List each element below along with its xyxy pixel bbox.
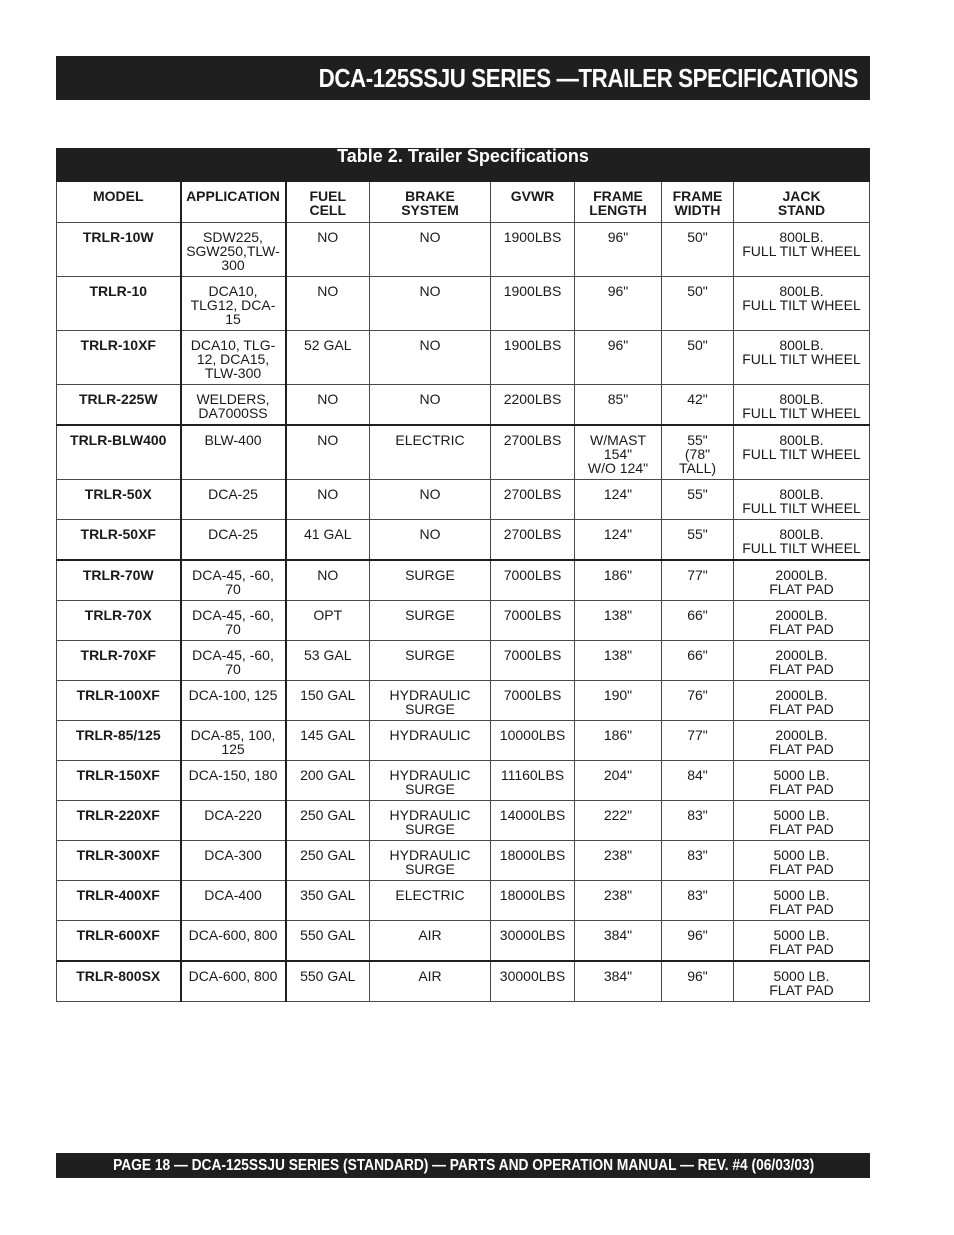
cell-fuel-cell: NO [286,480,370,520]
cell-frame-length: 186" [575,560,662,601]
cell-application: DCA-600, 800 [181,961,286,1002]
cell-frame-length: 96" [575,223,662,277]
cell-frame-length: 138" [575,601,662,641]
cell-frame-width: 66" [662,641,734,681]
cell-jack-stand: 5000 LB. FLAT PAD [734,921,870,962]
cell-frame-width: 66" [662,601,734,641]
cell-model: TRLR-400XF [57,881,181,921]
cell-gvwr: 18000LBS [491,841,575,881]
cell-model: TRLR-100XF [57,681,181,721]
cell-application: DCA-220 [181,801,286,841]
cell-model: TRLR-10XF [57,331,181,385]
cell-frame-length: 96" [575,331,662,385]
table-row [57,560,870,601]
cell-frame-length: 384" [575,961,662,1002]
cell-frame-length: 85" [575,385,662,426]
cell-frame-width: 55" (78" TALL) [662,425,734,480]
cell-brake-system: HYDRAULIC SURGE [370,841,491,881]
table-row [57,961,870,1002]
cell-application: DCA-400 [181,881,286,921]
cell-frame-length: 124" [575,480,662,520]
cell-jack-stand: 800LB. FULL TILT WHEEL [734,385,870,426]
cell-fuel-cell: 250 GAL [286,841,370,881]
cell-frame-width: 84" [662,761,734,801]
cell-gvwr: 30000LBS [491,961,575,1002]
table-header-row [57,182,870,223]
cell-gvwr: 11160LBS [491,761,575,801]
cell-application: DCA10, TLG- 12, DCA15, TLW-300 [181,331,286,385]
footer-text: PAGE 18 — DCA-125SSJU SERIES (STANDARD) — PARTS AND OPERATION MANUAL — REV. #4 (06/03/03) [113,1157,815,1174]
cell-model: TRLR-10W [57,223,181,277]
cell-frame-length: 222" [575,801,662,841]
table-row [57,641,870,681]
cell-model: TRLR-70XF [57,641,181,681]
cell-jack-stand: 5000 LB. FLAT PAD [734,801,870,841]
cell-fuel-cell: 150 GAL [286,681,370,721]
cell-fuel-cell: 53 GAL [286,641,370,681]
cell-frame-width: 96" [662,921,734,962]
cell-gvwr: 14000LBS [491,801,575,841]
table-row [57,801,870,841]
cell-frame-width: 77" [662,560,734,601]
cell-frame-width: 50" [662,277,734,331]
table-row [57,277,870,331]
cell-jack-stand: 800LB. FULL TILT WHEEL [734,331,870,385]
cell-brake-system: HYDRAULIC [370,721,491,761]
column-header-model: MODEL [57,182,181,223]
cell-gvwr: 7000LBS [491,601,575,641]
cell-frame-length: 138" [575,641,662,681]
cell-brake-system: NO [370,480,491,520]
cell-frame-length: 384" [575,921,662,962]
trailer-spec-table [56,148,870,1002]
cell-brake-system: ELECTRIC [370,881,491,921]
cell-frame-width: 50" [662,223,734,277]
cell-jack-stand: 2000LB. FLAT PAD [734,721,870,761]
column-header-frame-length: FRAME LENGTH [575,182,662,223]
cell-model: TRLR-85/125 [57,721,181,761]
cell-frame-width: 76" [662,681,734,721]
cell-frame-length: 186" [575,721,662,761]
cell-gvwr: 1900LBS [491,223,575,277]
column-header-application: APPLICATION [181,182,286,223]
cell-model: TRLR-10 [57,277,181,331]
cell-brake-system: AIR [370,921,491,962]
cell-fuel-cell: NO [286,425,370,480]
table-row [57,881,870,921]
table-row [57,331,870,385]
cell-frame-width: 83" [662,801,734,841]
cell-application: DCA-85, 100, 125 [181,721,286,761]
table-row [57,223,870,277]
cell-frame-width: 55" [662,520,734,561]
cell-frame-length: 96" [575,277,662,331]
cell-gvwr: 7000LBS [491,641,575,681]
column-header-brake-system: BRAKE SYSTEM [370,182,491,223]
cell-model: TRLR-70X [57,601,181,641]
cell-application: DCA-600, 800 [181,921,286,962]
table-row [57,385,870,426]
cell-jack-stand: 2000LB. FLAT PAD [734,641,870,681]
cell-application: SDW225, SGW250,TLW- 300 [181,223,286,277]
cell-jack-stand: 2000LB. FLAT PAD [734,560,870,601]
cell-jack-stand: 5000 LB. FLAT PAD [734,841,870,881]
table-row [57,681,870,721]
cell-frame-width: 50" [662,331,734,385]
cell-gvwr: 2200LBS [491,385,575,426]
cell-fuel-cell: NO [286,223,370,277]
table-row [57,921,870,962]
column-header-jack-stand: JACK STAND [734,182,870,223]
cell-application: DCA-45, -60, 70 [181,641,286,681]
table-row [57,721,870,761]
cell-application: DCA10, TLG12, DCA- 15 [181,277,286,331]
cell-brake-system: HYDRAULIC SURGE [370,681,491,721]
cell-jack-stand: 800LB. FULL TILT WHEEL [734,223,870,277]
table-row [57,480,870,520]
cell-model: TRLR-220XF [57,801,181,841]
cell-fuel-cell: 550 GAL [286,961,370,1002]
cell-fuel-cell: OPT [286,601,370,641]
cell-brake-system: NO [370,385,491,426]
cell-model: TRLR-300XF [57,841,181,881]
table-row [57,761,870,801]
cell-frame-length: W/MAST 154" W/O 124" [575,425,662,480]
cell-fuel-cell: NO [286,385,370,426]
cell-gvwr: 30000LBS [491,921,575,962]
cell-fuel-cell: 200 GAL [286,761,370,801]
cell-fuel-cell: NO [286,560,370,601]
page-header [56,56,870,100]
cell-frame-length: 238" [575,841,662,881]
cell-frame-width: 77" [662,721,734,761]
cell-jack-stand: 2000LB. FLAT PAD [734,601,870,641]
cell-gvwr: 2700LBS [491,425,575,480]
cell-fuel-cell: 41 GAL [286,520,370,561]
cell-fuel-cell: 145 GAL [286,721,370,761]
cell-brake-system: NO [370,277,491,331]
cell-model: TRLR-600XF [57,921,181,962]
table-row [57,601,870,641]
cell-gvwr: 1900LBS [491,277,575,331]
cell-application: DCA-300 [181,841,286,881]
cell-model: TRLR-70W [57,560,181,601]
cell-jack-stand: 800LB. FULL TILT WHEEL [734,277,870,331]
page-footer [56,1153,870,1178]
cell-jack-stand: 5000 LB. FLAT PAD [734,961,870,1002]
cell-brake-system: NO [370,331,491,385]
cell-frame-length: 190" [575,681,662,721]
cell-model: TRLR-800SX [57,961,181,1002]
column-header-gvwr: GVWR [491,182,575,223]
cell-brake-system: SURGE [370,641,491,681]
cell-frame-width: 55" [662,480,734,520]
page-title: DCA-125SSJU SERIES —TRAILER SPECIFICATIONS [318,63,858,93]
cell-jack-stand: 800LB. FULL TILT WHEEL [734,480,870,520]
cell-gvwr: 10000LBS [491,721,575,761]
cell-application: DCA-25 [181,520,286,561]
cell-brake-system: AIR [370,961,491,1002]
cell-brake-system: NO [370,223,491,277]
cell-application: DCA-25 [181,480,286,520]
cell-jack-stand: 5000 LB. FLAT PAD [734,881,870,921]
cell-fuel-cell: 350 GAL [286,881,370,921]
cell-fuel-cell: 550 GAL [286,921,370,962]
cell-jack-stand: 800LB. FULL TILT WHEEL [734,520,870,561]
table-body [57,223,870,1002]
cell-model: TRLR-50XF [57,520,181,561]
cell-frame-width: 96" [662,961,734,1002]
cell-fuel-cell: 250 GAL [286,801,370,841]
cell-application: WELDERS, DA7000SS [181,385,286,426]
cell-frame-width: 83" [662,841,734,881]
cell-gvwr: 1900LBS [491,331,575,385]
cell-model: TRLR-50X [57,480,181,520]
table-row [57,425,870,480]
cell-brake-system: HYDRAULIC SURGE [370,801,491,841]
cell-application: DCA-45, -60, 70 [181,560,286,601]
cell-jack-stand: 2000LB. FLAT PAD [734,681,870,721]
table-row [57,841,870,881]
cell-gvwr: 2700LBS [491,520,575,561]
cell-jack-stand: 5000 LB. FLAT PAD [734,761,870,801]
cell-gvwr: 2700LBS [491,480,575,520]
cell-application: DCA-45, -60, 70 [181,601,286,641]
cell-application: BLW-400 [181,425,286,480]
cell-application: DCA-100, 125 [181,681,286,721]
cell-application: DCA-150, 180 [181,761,286,801]
cell-frame-length: 204" [575,761,662,801]
table-caption: Table 2. Trailer Specifications [57,149,870,182]
cell-brake-system: ELECTRIC [370,425,491,480]
cell-frame-length: 124" [575,520,662,561]
cell-brake-system: HYDRAULIC SURGE [370,761,491,801]
cell-model: TRLR-150XF [57,761,181,801]
cell-frame-width: 42" [662,385,734,426]
cell-brake-system: SURGE [370,601,491,641]
cell-fuel-cell: 52 GAL [286,331,370,385]
cell-gvwr: 7000LBS [491,560,575,601]
cell-gvwr: 7000LBS [491,681,575,721]
cell-brake-system: SURGE [370,560,491,601]
column-header-fuel-cell: FUEL CELL [286,182,370,223]
cell-frame-length: 238" [575,881,662,921]
cell-frame-width: 83" [662,881,734,921]
cell-model: TRLR-BLW400 [57,425,181,480]
table-row [57,520,870,561]
cell-model: TRLR-225W [57,385,181,426]
cell-gvwr: 18000LBS [491,881,575,921]
cell-jack-stand: 800LB. FULL TILT WHEEL [734,425,870,480]
cell-fuel-cell: NO [286,277,370,331]
cell-brake-system: NO [370,520,491,561]
column-header-frame-width: FRAME WIDTH [662,182,734,223]
